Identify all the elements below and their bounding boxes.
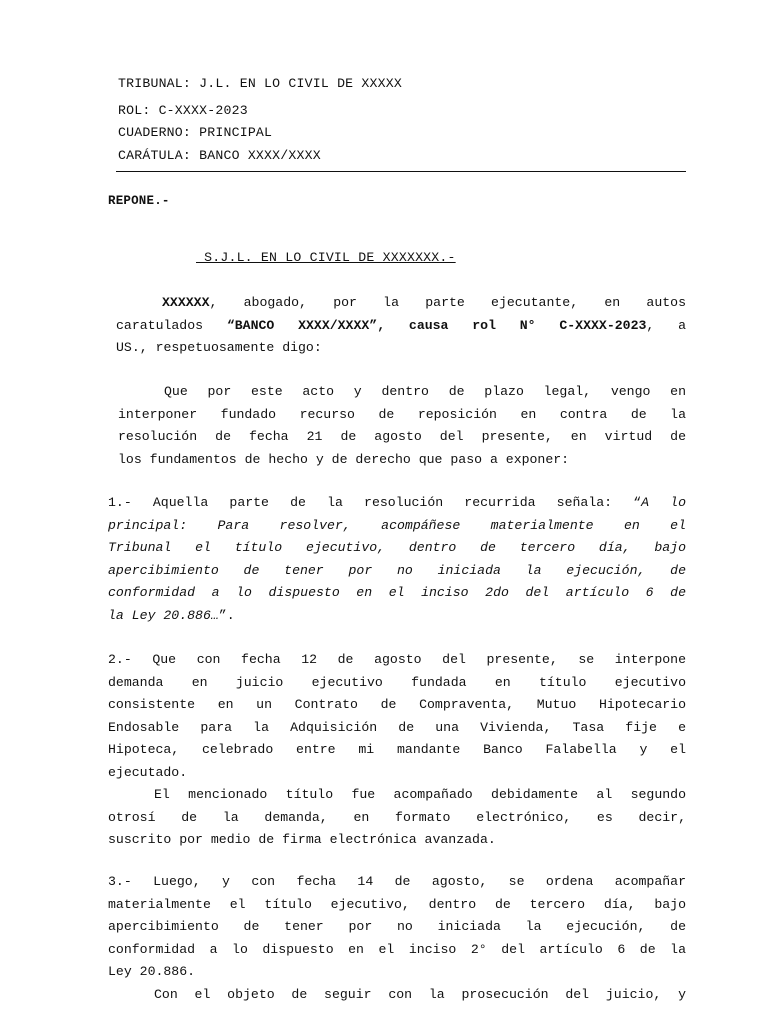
header-caratula: CARÁTULA: BANCO XXXX/XXXX (118, 148, 321, 163)
header-cuaderno: CUADERNO: PRINCIPAL (118, 125, 273, 140)
intro-paragraph: XXXXXX, abogado, por la parte ejecutante, en autos caratulados “BANCO XXXX/XXXX”, causa rol N° C-XXXX-2023, a US., respetuosamente digo: (116, 295, 687, 355)
section-3: 3.- Luego, y con fecha 14 de agosto, se ordena acompañar materialmente el título ejecutivo, dentro de tercero día, bajo apercibimiento de tener por no iniciada la ejecución, de conformidad a lo dispuesto en el inciso 2° del artículo 6 de la Ley 20.886. Con el objeto de seguir con la prosecución del juicio, y (108, 874, 686, 1002)
sumilla: REPONE.- (108, 194, 170, 208)
lawyer-name: XXXXXX (162, 295, 210, 310)
addressee: S.J.L. EN LO CIVIL DE XXXXXXX.- (196, 250, 456, 265)
header-tribunal: TRIBUNAL: J.L. EN LO CIVIL DE XXXXX (118, 76, 402, 91)
paragraph-petition: Que por este acto y dentro de plazo legal, vengo en interponer fundado recurso de reposición en contra de la resolución de fecha 21 de agosto del presente, en virtud de los fundamentos de hecho y de derecho que paso a exponer: (118, 384, 686, 467)
header-rol: ROL: C-XXXX-2023 (118, 103, 248, 118)
header-divider (116, 171, 686, 172)
case-reference: “BANCO XXXX/XXXX”, causa rol N° C-XXXX-2023 (226, 317, 647, 333)
section-2: 2.- Que con fecha 12 de agosto del presente, se interpone demanda en juicio ejecutivo fundada en título ejecutivo consistente en un Contrato de Compraventa, Mutuo Hipotecario Endosable para la Adquisición de una Vivienda, Tasa fije e Hipoteca, celebrado entre mi mandante Banco Falabella y el ejecutado. El mencionado título fue acompañado debidamente al segundo otrosí de la demanda, en formato electrónico, es decir, suscrito por medio de firma electrónica avanzada. (108, 652, 686, 847)
section-1: 1.- Aquella parte de la resolución recurrida señala: “A lo principal: Para resolver, acompáñese materialmente en el Tribunal el título ejecutivo, dentro de tercero día, bajo apercibimiento de tener por no iniciada la ejecución, de conformidad a lo dispuesto en el inciso 2do del artículo 6 de la Ley 20.886…”. (108, 495, 686, 623)
